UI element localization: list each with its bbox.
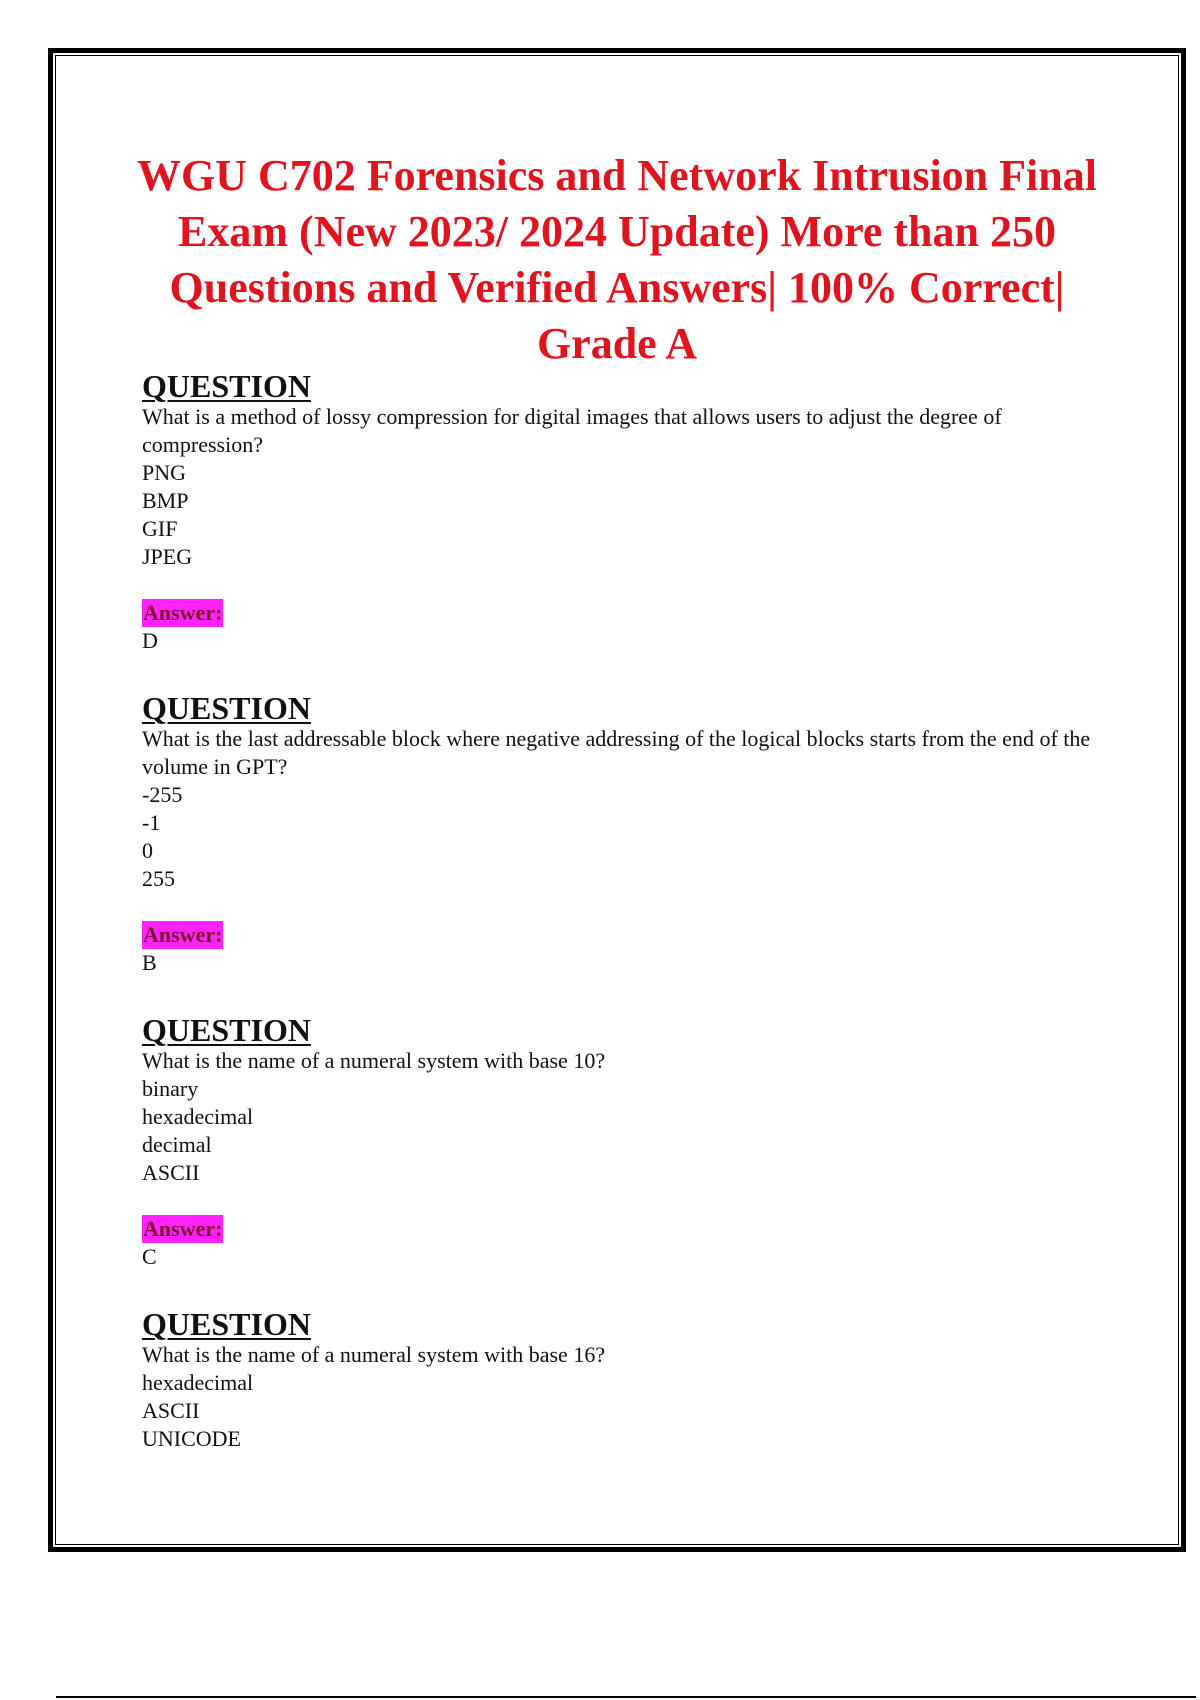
question-block-2 [142,691,1118,977]
question-text: What is the last addressable block where negative addressing of the logical blocks starts from the end of the volume in GPT? [142,726,1091,779]
question-heading: QUESTION [142,690,311,726]
answer-option: UNICODE [142,1426,241,1451]
questions-list [142,369,1118,1489]
question-heading: QUESTION [142,368,311,404]
question-text: What is the name of a numeral system with base 10? [142,1048,606,1073]
answer-option: PNG [142,460,187,485]
answer-value: C [142,1244,157,1269]
question-heading: QUESTION [142,1012,311,1048]
answer-option: BMP [142,488,189,513]
answer-option: hexadecimal [142,1104,254,1129]
question-text: What is the name of a numeral system with base 16? [142,1342,606,1367]
page-border [48,48,1186,1552]
question-text: What is a method of lossy compression for digital images that allows users to adjust the degree of compression? [142,404,1002,457]
answer-option: -255 [142,782,183,807]
question-heading: QUESTION [142,1306,311,1342]
answer-option: 0 [142,838,153,863]
answer-option: 255 [142,866,175,891]
question-block-3 [142,1013,1118,1271]
question-block-1 [142,369,1118,655]
answer-option: -1 [142,810,161,835]
answer-label: Answer: [143,922,223,947]
answer-value: D [142,628,158,653]
answer-option: hexadecimal [142,1370,254,1395]
answer-option: GIF [142,516,178,541]
document-title: WGU C702 Forensics and Network Intrusion Final Exam (New 2023/ 2024 Update) More than 250 Questions and Verified Answers| 100% Correct| Grade A [137,151,1097,368]
answer-option: decimal [142,1132,212,1157]
page-border-inner [55,55,1179,1545]
answer-option: JPEG [142,544,193,569]
answer-option: ASCII [142,1160,200,1185]
answer-value: B [142,950,157,975]
answer-label: Answer: [143,600,223,625]
question-block-4 [142,1307,1118,1453]
answer-option: ASCII [142,1398,200,1423]
answer-option: binary [142,1076,199,1101]
footer-rule [56,1696,1196,1698]
answer-label: Answer: [143,1216,223,1241]
